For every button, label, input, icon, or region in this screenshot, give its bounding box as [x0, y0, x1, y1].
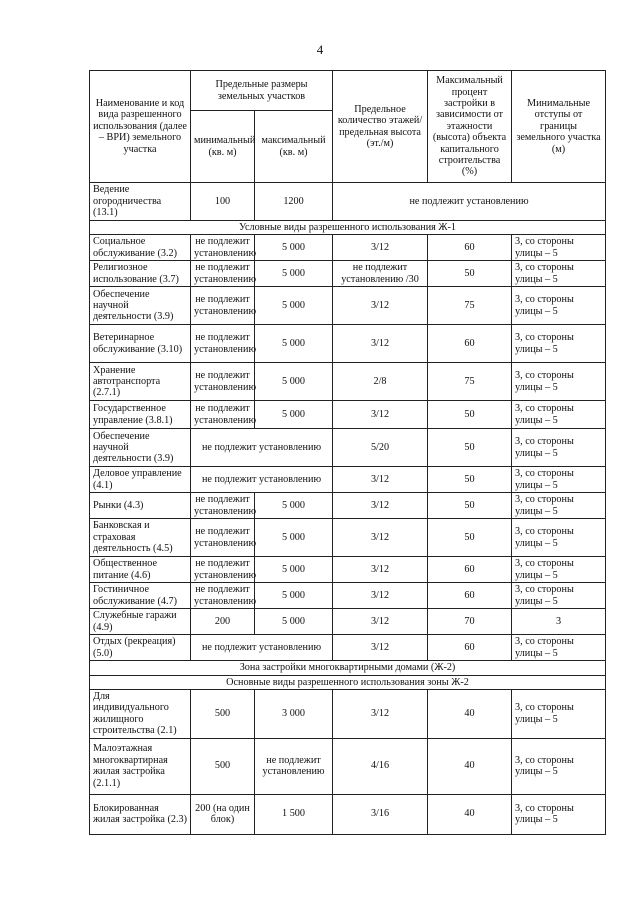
row-percent: 50 [428, 429, 512, 467]
row-floors: 3/12 [333, 583, 428, 609]
table-row [90, 429, 606, 467]
row-floors: 3/12 [333, 401, 428, 429]
section-row [90, 675, 606, 689]
row-floors: не подлежит установлению /30 [333, 261, 428, 287]
table-row [90, 557, 606, 583]
row-min: не подлежит установлению [191, 401, 255, 429]
table-row [90, 183, 606, 221]
row-max: 1200 [255, 183, 333, 221]
row-max: 5 000 [255, 287, 333, 325]
row-percent: 75 [428, 363, 512, 401]
row-rest: не подлежит установлению [333, 183, 606, 221]
row-name: Социальное обслуживание (3.2) [90, 235, 191, 261]
row-max: 5 000 [255, 401, 333, 429]
table-row [90, 363, 606, 401]
row-name: Общественное питание (4.6) [90, 557, 191, 583]
row-floors: 3/12 [333, 467, 428, 493]
table-row [90, 583, 606, 609]
row-min: 500 [191, 689, 255, 738]
row-max: 5 000 [255, 235, 333, 261]
row-setback: 3, со стороны улицы – 5 [512, 325, 606, 363]
row-percent: 75 [428, 287, 512, 325]
row-min: не подлежит установлению [191, 261, 255, 287]
row-name: Государственное управление (3.8.1) [90, 401, 191, 429]
section-title: Условные виды разрешенного использования Ж-1 [90, 221, 606, 235]
row-min: не подлежит установлению [191, 235, 255, 261]
row-setback: 3, со стороны улицы – 5 [512, 794, 606, 834]
row-size: не подлежит установлению [191, 429, 333, 467]
row-setback: 3, со стороны улицы – 5 [512, 519, 606, 557]
row-setback: 3, со стороны улицы – 5 [512, 557, 606, 583]
row-min: 200 (на один блок) [191, 794, 255, 834]
row-min: не подлежит установлению [191, 557, 255, 583]
row-percent: 60 [428, 235, 512, 261]
row-percent: 40 [428, 738, 512, 794]
row-max: 3 000 [255, 689, 333, 738]
row-name: Ветеринарное обслуживание (3.10) [90, 325, 191, 363]
row-floors: 3/12 [333, 609, 428, 635]
row-percent: 60 [428, 635, 512, 661]
row-setback: 3, со стороны улицы – 5 [512, 493, 606, 519]
row-min: не подлежит установлению [191, 287, 255, 325]
header-min: минимальный (кв. м) [191, 111, 255, 183]
row-max: 1 500 [255, 794, 333, 834]
row-name: Блокированная жилая застройка (2.3) [90, 794, 191, 834]
row-percent: 70 [428, 609, 512, 635]
table-row [90, 738, 606, 794]
row-name: Деловое управление (4.1) [90, 467, 191, 493]
row-size: не подлежит установлению [191, 467, 333, 493]
row-name: Хранение автотранспорта (2.7.1) [90, 363, 191, 401]
row-name: Малоэтажная многоквартирная жилая застройка (2.1.1) [90, 738, 191, 794]
header-max: максимальный (кв. м) [255, 111, 333, 183]
row-percent: 50 [428, 519, 512, 557]
table-row [90, 794, 606, 834]
table-row [90, 609, 606, 635]
row-floors: 3/12 [333, 493, 428, 519]
header-size-group: Предельные размеры земельных участков [191, 71, 333, 111]
row-name: Служебные гаражи (4.9) [90, 609, 191, 635]
row-setback: 3, со стороны улицы – 5 [512, 635, 606, 661]
row-percent: 60 [428, 583, 512, 609]
row-floors: 2/8 [333, 363, 428, 401]
table-row [90, 287, 606, 325]
row-max: 5 000 [255, 583, 333, 609]
header-name: Наименование и код вида разрешенного использования (далее – ВРИ) земельного участка [90, 71, 191, 183]
row-name: Рынки (4.3) [90, 493, 191, 519]
row-max: не подлежит установлению [255, 738, 333, 794]
table-row [90, 467, 606, 493]
table-row [90, 235, 606, 261]
row-percent: 40 [428, 794, 512, 834]
row-percent: 50 [428, 401, 512, 429]
row-setback: 3, со стороны улицы – 5 [512, 363, 606, 401]
row-max: 5 000 [255, 609, 333, 635]
row-name: Религиозное использование (3.7) [90, 261, 191, 287]
row-setback: 3, со стороны улицы – 5 [512, 689, 606, 738]
row-min: 200 [191, 609, 255, 635]
row-max: 5 000 [255, 519, 333, 557]
row-setback: 3, со стороны улицы – 5 [512, 583, 606, 609]
row-name: Отдых (рекреация) (5.0) [90, 635, 191, 661]
row-name: Ведение огородничества (13.1) [90, 183, 191, 221]
row-max: 5 000 [255, 261, 333, 287]
row-percent: 60 [428, 557, 512, 583]
row-max: 5 000 [255, 325, 333, 363]
header-floors: Предельное количество этажей/предельная высота (эт./м) [333, 71, 428, 183]
zoning-table [89, 70, 606, 835]
row-setback: 3, со стороны улицы – 5 [512, 738, 606, 794]
row-percent: 40 [428, 689, 512, 738]
row-floors: 3/12 [333, 689, 428, 738]
section-title: Зона застройки многоквартирными домами (Ж-2) [90, 661, 606, 675]
row-min: 500 [191, 738, 255, 794]
row-setback: 3, со стороны улицы – 5 [512, 429, 606, 467]
row-percent: 60 [428, 325, 512, 363]
row-name: Обеспечение научной деятельности (3.9) [90, 429, 191, 467]
row-min: не подлежит установлению [191, 325, 255, 363]
table-row [90, 261, 606, 287]
row-max: 5 000 [255, 363, 333, 401]
row-min: 100 [191, 183, 255, 221]
row-name: Для индивидуального жилищного строительства (2.1) [90, 689, 191, 738]
row-floors: 4/16 [333, 738, 428, 794]
row-floors: 3/12 [333, 635, 428, 661]
row-setback: 3 [512, 609, 606, 635]
row-floors: 5/20 [333, 429, 428, 467]
row-percent: 50 [428, 467, 512, 493]
table-row [90, 493, 606, 519]
row-floors: 3/12 [333, 557, 428, 583]
row-percent: 50 [428, 493, 512, 519]
row-min: не подлежит установлению [191, 363, 255, 401]
row-max: 5 000 [255, 493, 333, 519]
row-setback: 3, со стороны улицы – 5 [512, 401, 606, 429]
row-floors: 3/12 [333, 519, 428, 557]
row-floors: 3/12 [333, 287, 428, 325]
section-row [90, 221, 606, 235]
header-coverage: Максимальный процент застройки в зависимости от этажности (высота) объекта капитального строительства (%) [428, 71, 512, 183]
row-setback: 3, со стороны улицы – 5 [512, 261, 606, 287]
table-row [90, 519, 606, 557]
row-floors: 3/16 [333, 794, 428, 834]
header-setback: Минимальные отступы от границы земельного участка (м) [512, 71, 606, 183]
table-row [90, 635, 606, 661]
table-row [90, 401, 606, 429]
row-min: не подлежит установлению [191, 583, 255, 609]
row-floors: 3/12 [333, 325, 428, 363]
row-name: Банковская и страховая деятельность (4.5) [90, 519, 191, 557]
row-max: 5 000 [255, 557, 333, 583]
table-row [90, 689, 606, 738]
row-percent: 50 [428, 261, 512, 287]
row-setback: 3, со стороны улицы – 5 [512, 235, 606, 261]
row-setback: 3, со стороны улицы – 5 [512, 287, 606, 325]
row-name: Обеспечение научной деятельности (3.9) [90, 287, 191, 325]
table-row [90, 325, 606, 363]
row-size: не подлежит установлению [191, 635, 333, 661]
section-title: Основные виды разрешенного использования зоны Ж-2 [90, 675, 606, 689]
page-number: 4 [316, 42, 324, 57]
section-row [90, 661, 606, 675]
row-name: Гостиничное обслуживание (4.7) [90, 583, 191, 609]
row-min: не подлежит установлению [191, 519, 255, 557]
row-min: не подлежит установлению [191, 493, 255, 519]
row-floors: 3/12 [333, 235, 428, 261]
row-setback: 3, со стороны улицы – 5 [512, 467, 606, 493]
